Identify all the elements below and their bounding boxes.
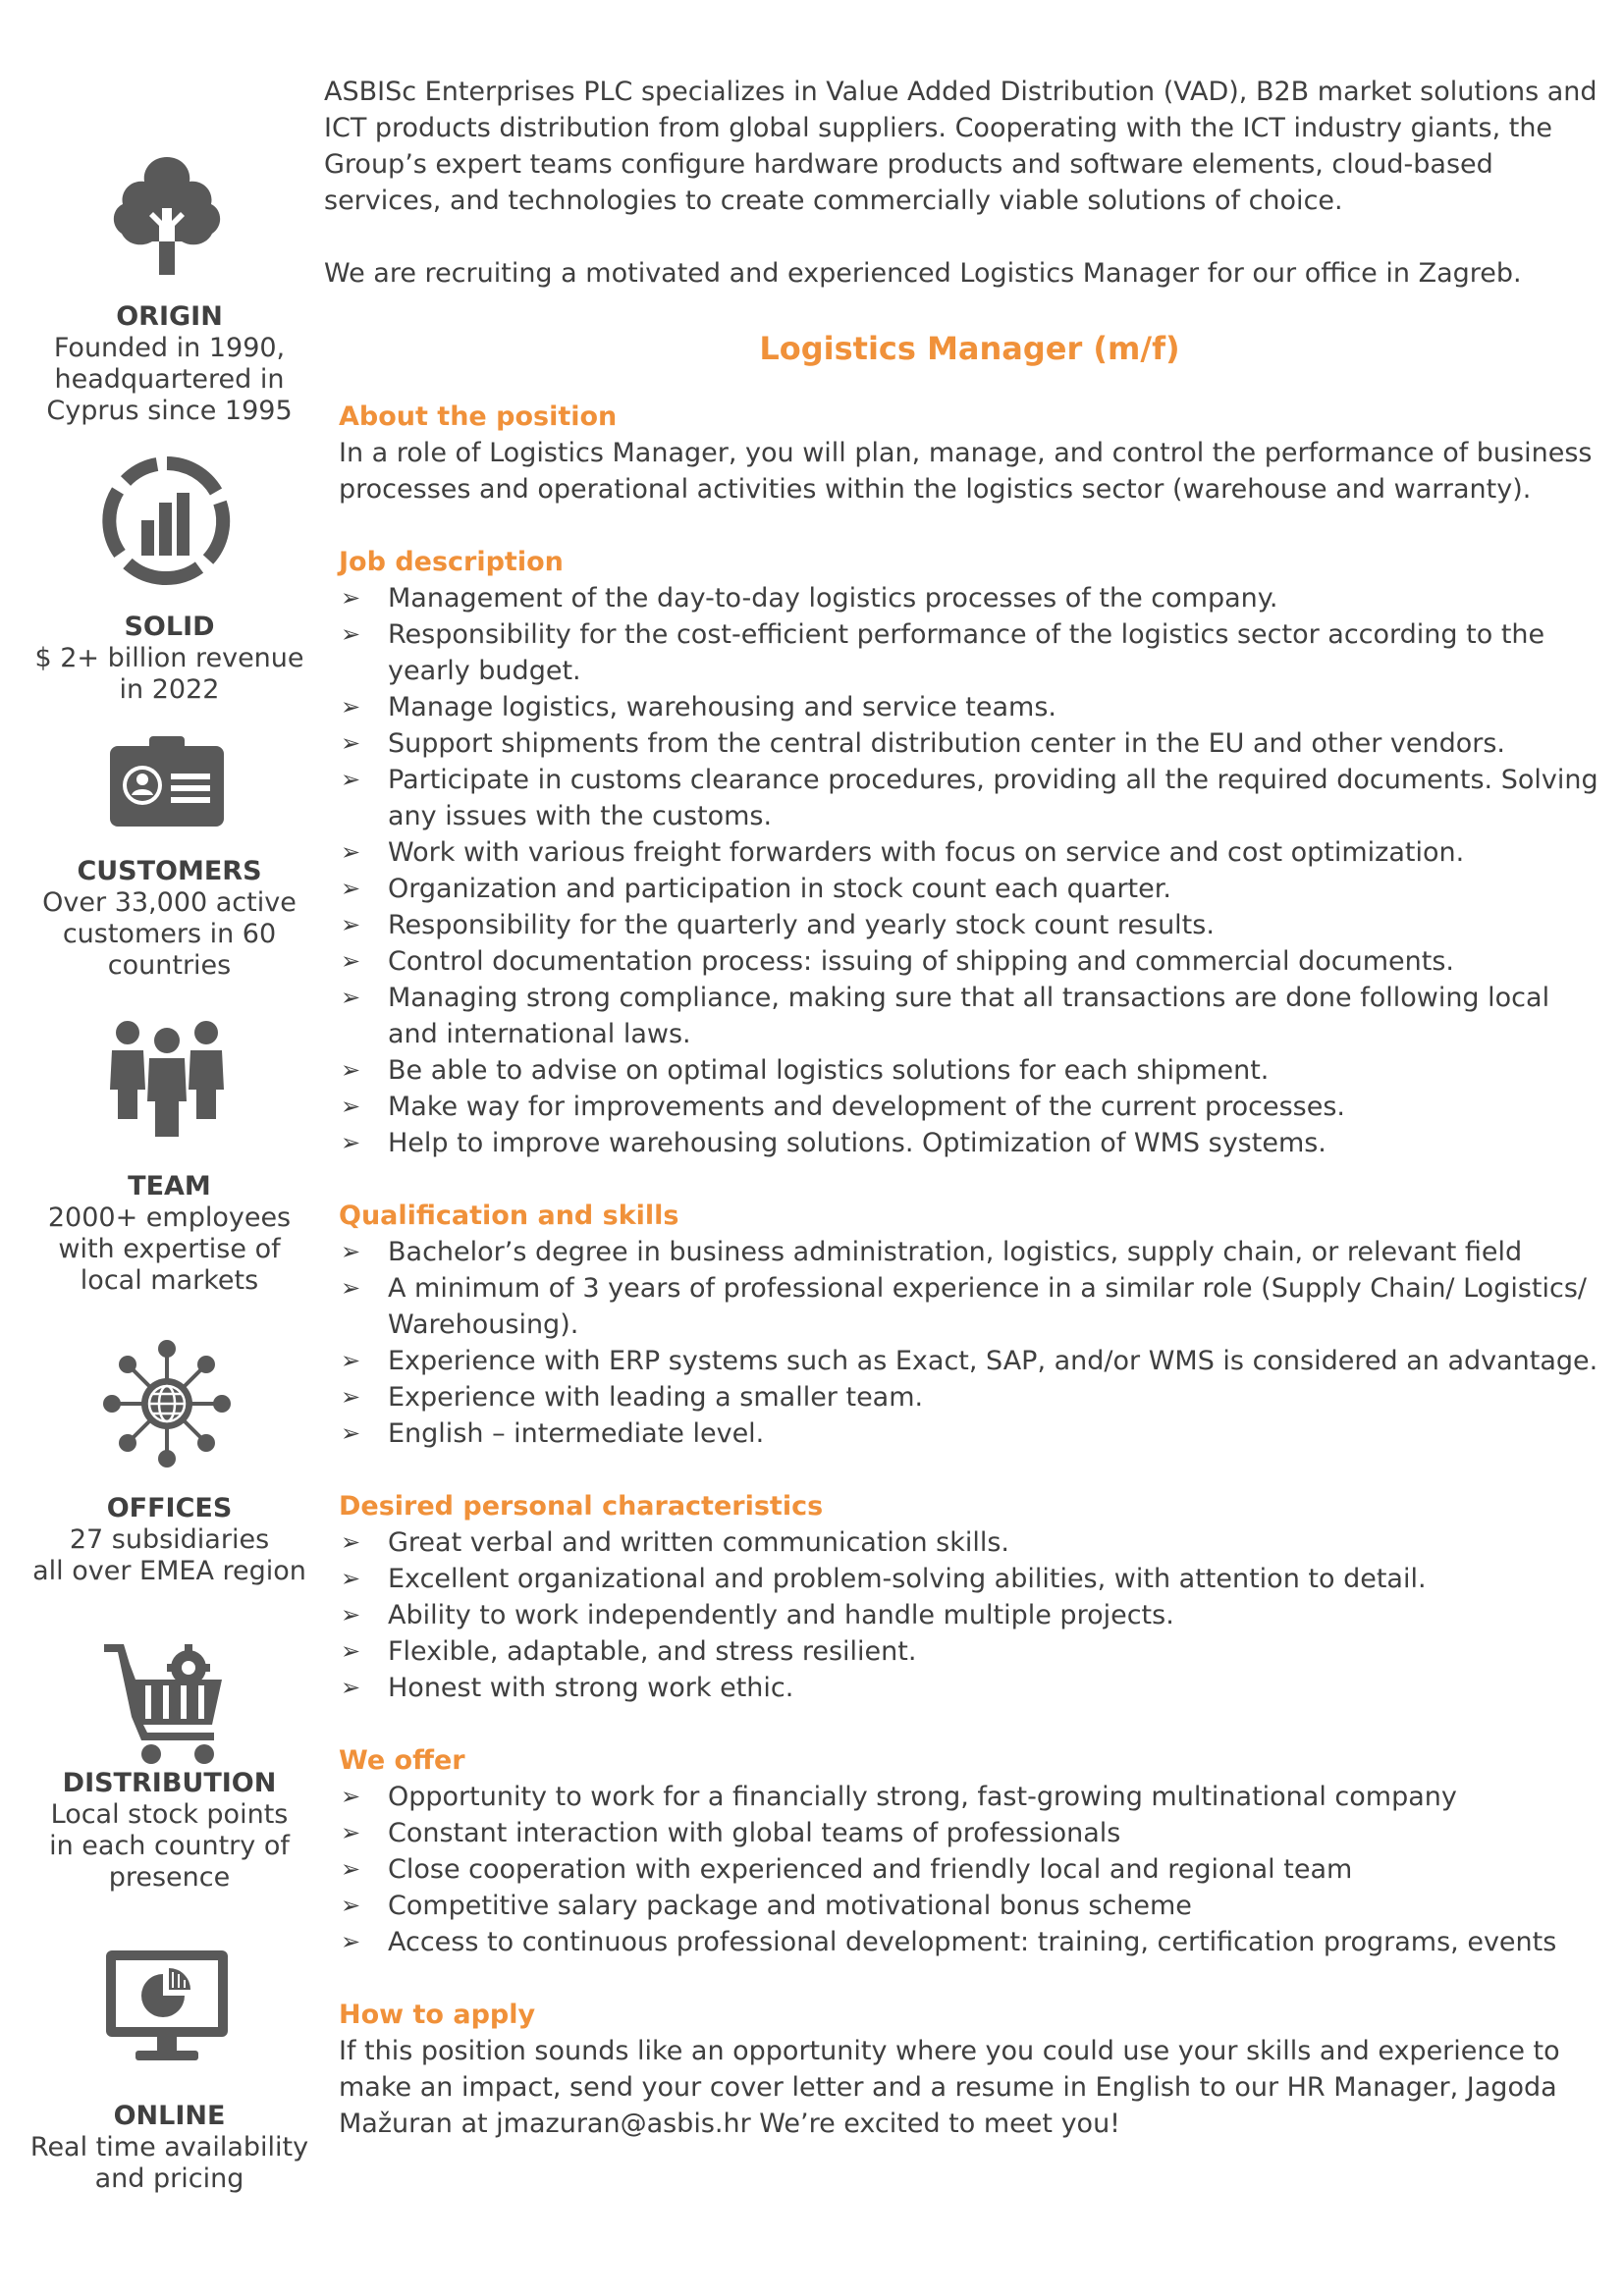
id-card-icon	[98, 717, 236, 854]
bullet-arrow-icon: ➢	[341, 1674, 361, 1701]
tree-icon	[98, 147, 236, 285]
list-item	[339, 1851, 1600, 1888]
stat-team-text: 2000+ employees with expertise of local markets	[47, 1202, 292, 1296]
list-item	[339, 725, 1600, 762]
list-item-text: Opportunity to work for a financially strong, fast-growing multinational company	[388, 1782, 1457, 1812]
bullet-arrow-icon: ➢	[341, 838, 361, 866]
bullet-arrow-icon: ➢	[341, 984, 361, 1011]
stat-customers-title: CUSTOMERS	[77, 856, 262, 886]
list-item-text: Great verbal and written communication skills.	[388, 1527, 1009, 1558]
bullet-arrow-icon: ➢	[341, 1383, 361, 1411]
bullet-arrow-icon: ➢	[341, 584, 361, 612]
section-apply	[324, 1997, 1600, 2142]
job-description-heading: Job description	[339, 547, 564, 577]
bullet-arrow-icon: ➢	[341, 1093, 361, 1120]
list-item	[339, 1633, 1600, 1670]
about-heading: About the position	[339, 401, 618, 432]
list-item-text: Experience with ERP systems such as Exact, SAP, and/or WMS is considered an advantage.	[388, 1346, 1598, 1376]
section-job-description	[324, 544, 1600, 1161]
stat-offices	[0, 1493, 339, 1587]
bullet-arrow-icon: ➢	[341, 1637, 361, 1665]
list-item-text: Managing strong compliance, making sure that all transactions are done following local and international laws.	[388, 983, 1550, 1049]
list-item	[339, 1670, 1600, 1706]
list-item-text: Control documentation process: issuing of shipping and commercial documents.	[388, 946, 1454, 977]
list-item	[339, 980, 1600, 1052]
list-item-text: Competitive salary package and motivational bonus scheme	[388, 1891, 1192, 1921]
intro-paragraph: ASBISc Enterprises PLC specializes in Value Added Distribution (VAD), B2B market solutions and ICT products distribution from global suppliers. Cooperating with the ICT industry giants, the Group’s expert teams configure hardware products and software elements, cloud-based services, and technologies to create commercially viable solutions of choice.	[324, 77, 1597, 216]
list-item	[339, 689, 1600, 725]
monitor-pie-chart-icon	[98, 1939, 236, 2076]
bullet-arrow-icon: ➢	[341, 766, 361, 793]
bullet-arrow-icon: ➢	[341, 1528, 361, 1556]
list-item-text: Be able to advise on optimal logistics solutions for each shipment.	[388, 1055, 1270, 1086]
bullet-arrow-icon: ➢	[341, 729, 361, 757]
bullet-arrow-icon: ➢	[341, 1819, 361, 1846]
section-offer	[324, 1742, 1600, 1960]
list-item	[339, 1125, 1600, 1161]
list-item-text: Experience with leading a smaller team.	[388, 1382, 924, 1413]
list-item-text: Support shipments from the central distribution center in the EU and other vendors.	[388, 728, 1505, 759]
list-item	[339, 1089, 1600, 1125]
list-item	[339, 616, 1600, 689]
stat-origin-text: Founded in 1990, headquartered in Cyprus since 1995	[46, 333, 293, 426]
list-item-text: Work with various freight forwarders with focus on service and cost optimization.	[388, 837, 1465, 868]
bullet-arrow-icon: ➢	[341, 1565, 361, 1592]
bullet-arrow-icon: ➢	[341, 1892, 361, 1919]
list-item-text: Participate in customs clearance procedures, providing all the required documents. Solving any issues with the customs.	[388, 765, 1598, 831]
list-item	[339, 1815, 1600, 1851]
list-item-text: Help to improve warehousing solutions. Optimization of WMS systems.	[388, 1128, 1326, 1158]
stat-customers-text: Over 33,000 active customers in 60 countries	[42, 887, 297, 981]
stat-distribution-title: DISTRIBUTION	[62, 1768, 277, 1798]
stat-solid-text: $ 2+ billion revenue in 2022	[34, 643, 304, 705]
recruiting-paragraph: We are recruiting a motivated and experienced Logistics Manager for our office in Zagreb.	[324, 258, 1522, 289]
list-item-text: Flexible, adaptable, and stress resilient.	[388, 1636, 917, 1667]
stat-online-text: Real time availability and pricing	[29, 2132, 309, 2194]
list-item	[339, 1379, 1600, 1415]
list-item-text: Manage logistics, warehousing and service teams.	[388, 692, 1056, 722]
job-description-list	[339, 580, 1600, 1161]
personal-list	[339, 1524, 1600, 1706]
list-item	[339, 871, 1600, 907]
list-item	[339, 1052, 1600, 1089]
list-item	[339, 1924, 1600, 1960]
apply-heading: How to apply	[339, 2000, 536, 2030]
bar-chart-circle-icon	[98, 452, 236, 589]
sidebar	[0, 0, 334, 2296]
list-item-text: Organization and participation in stock count each quarter.	[388, 874, 1171, 904]
stat-online-title: ONLINE	[113, 2101, 226, 2131]
bullet-arrow-icon: ➢	[341, 1347, 361, 1374]
offer-list	[339, 1779, 1600, 1960]
list-item-text: Excellent organizational and problem-solving abilities, with attention to detail.	[388, 1564, 1427, 1594]
personal-heading: Desired personal characteristics	[339, 1491, 824, 1522]
list-item	[339, 1561, 1600, 1597]
stat-solid-title: SOLID	[124, 612, 215, 642]
qualification-list	[339, 1234, 1600, 1452]
list-item-text: Management of the day-to-day logistics processes of the company.	[388, 583, 1278, 614]
list-item-text: Honest with strong work ethic.	[388, 1673, 794, 1703]
list-item	[339, 834, 1600, 871]
list-item	[339, 943, 1600, 980]
list-item-text: English – intermediate level.	[388, 1418, 765, 1449]
bullet-arrow-icon: ➢	[341, 1855, 361, 1883]
stat-customers	[0, 856, 339, 982]
bullet-arrow-icon: ➢	[341, 1129, 361, 1156]
stat-distribution	[0, 1768, 339, 1894]
list-item	[339, 1779, 1600, 1815]
offer-heading: We offer	[339, 1745, 465, 1776]
list-item-text: Responsibility for the cost-efficient performance of the logistics sector according to the yearly budget.	[388, 619, 1545, 686]
list-item	[339, 762, 1600, 834]
list-item-text: Responsibility for the quarterly and yearly stock count results.	[388, 910, 1215, 940]
list-item	[339, 1597, 1600, 1633]
bullet-arrow-icon: ➢	[341, 1419, 361, 1447]
bullet-arrow-icon: ➢	[341, 947, 361, 975]
bullet-arrow-icon: ➢	[341, 1601, 361, 1629]
list-item-text: Constant interaction with global teams of professionals	[388, 1818, 1121, 1848]
apply-text: If this position sounds like an opportunity where you could use your skills and experience to make an impact, send your cover letter and a resume in English to our HR Manager, Jagoda Mažuran at jmazuran@asbis.hr We’re excited to meet you!	[339, 2036, 1560, 2139]
bullet-arrow-icon: ➢	[341, 693, 361, 721]
globe-network-icon	[98, 1335, 236, 1472]
list-item	[339, 1234, 1600, 1270]
bullet-arrow-icon: ➢	[341, 1783, 361, 1810]
stat-distribution-text: Local stock points in each country of presence	[49, 1799, 290, 1893]
bullet-arrow-icon: ➢	[341, 875, 361, 902]
intro	[324, 74, 1600, 292]
shopping-cart-icon	[98, 1634, 236, 1772]
list-item	[339, 1888, 1600, 1924]
list-item	[339, 1270, 1600, 1343]
bullet-arrow-icon: ➢	[341, 911, 361, 938]
stat-origin	[0, 301, 339, 427]
section-about	[324, 399, 1600, 507]
list-item-text: Make way for improvements and development of the current processes.	[388, 1092, 1345, 1122]
bullet-arrow-icon: ➢	[341, 620, 361, 648]
list-item-text: Bachelor’s degree in business administration, logistics, supply chain, or relevant field	[388, 1237, 1523, 1267]
stat-offices-title: OFFICES	[106, 1493, 233, 1523]
qualification-heading: Qualification and skills	[339, 1201, 679, 1231]
list-item	[339, 1524, 1600, 1561]
list-item-text: Access to continuous professional development: training, certification programs, events	[388, 1927, 1557, 1957]
bullet-arrow-icon: ➢	[341, 1928, 361, 1955]
job-title: Logistics Manager (m/f)	[759, 330, 1180, 367]
stat-online	[0, 2101, 339, 2195]
stat-offices-text: 27 subsidiaries all over EMEA region	[32, 1524, 306, 1586]
main-content	[324, 74, 1600, 2178]
list-item	[339, 907, 1600, 943]
stat-team-title: TEAM	[128, 1171, 211, 1201]
bullet-arrow-icon: ➢	[341, 1238, 361, 1265]
list-item	[339, 1415, 1600, 1452]
section-personal	[324, 1488, 1600, 1706]
stat-origin-title: ORIGIN	[116, 301, 223, 332]
list-item-text: A minimum of 3 years of professional experience in a similar role (Supply Chain/ Logistics/ Warehousing).	[388, 1273, 1587, 1340]
list-item	[339, 580, 1600, 616]
list-item	[339, 1343, 1600, 1379]
list-item-text: Ability to work independently and handle multiple projects.	[388, 1600, 1174, 1630]
about-text: In a role of Logistics Manager, you will plan, manage, and control the performance of business processes and operational activities within the logistics sector (warehouse and warranty).	[339, 438, 1593, 505]
stat-team	[0, 1171, 339, 1297]
bullet-arrow-icon: ➢	[341, 1274, 361, 1302]
section-qualification	[324, 1198, 1600, 1452]
bullet-arrow-icon: ➢	[341, 1056, 361, 1084]
list-item-text: Close cooperation with experienced and friendly local and regional team	[388, 1854, 1353, 1885]
team-icon	[98, 1011, 236, 1148]
stat-solid	[0, 612, 339, 706]
